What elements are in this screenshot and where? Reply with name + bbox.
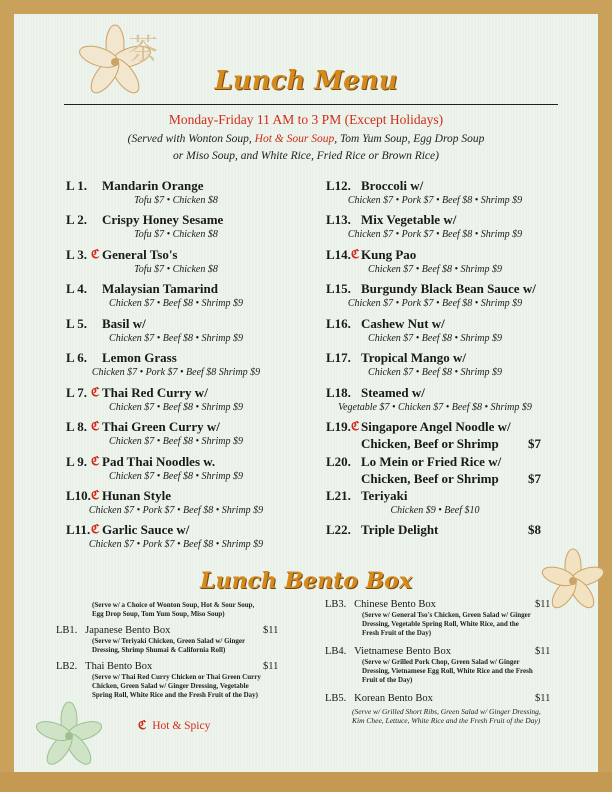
item-code: L 2. <box>66 212 87 227</box>
item-name: Steamed w/ <box>361 385 425 400</box>
item-name: Thai Red Curry w/ <box>102 385 208 400</box>
chili-pepper-icon: ℭ <box>138 718 147 732</box>
item-price: Chicken $7 • Beef $8 • Shrimp $9 <box>109 471 243 482</box>
bento-lb2-desc: (Serve w/ Thai Red Curry Chicken or Thai Green Curry Chicken, Green Salad w/ Ginger Dressing, Vegetable Spring Roll, White Rice and the Fresh Fruit of the Day) <box>92 673 261 699</box>
item-price: Chicken $7 • Pork $7 • Beef $8 • Shrimp $9 <box>347 229 523 240</box>
bento-lb5-price: $11 <box>535 693 551 704</box>
item-name: Malaysian Tamarind <box>102 281 218 296</box>
bento-lb1-desc: (Serve w/ Teriyaki Chicken, Green Salad w/ Ginger Dressing, Shrimp Shumai & California Roll) <box>92 637 245 654</box>
item-name: Burgundy Black Bean Sauce w/ <box>361 281 536 296</box>
item-code: L22. <box>326 522 351 537</box>
bento-lb5-desc: (Serve w/ Grilled Short Ribs, Green Salad w/ Ginger Dressing, Kim Chee, Lettuce, White Rice and the Fresh Fruit of the Day) <box>352 707 541 725</box>
item-name: Lo Mein or Fried Rice w/ <box>361 454 502 469</box>
menu-title: Lunch Menu <box>214 66 398 96</box>
item-code: L 7. <box>66 385 87 400</box>
item-price: Chicken $7 • Beef $8 • Shrimp $9 <box>109 402 243 413</box>
item-code: L16. <box>326 316 351 331</box>
item-price: Vegetable $7 • Chicken $7 • Beef $8 • Shrimp $9 <box>338 402 532 413</box>
item-name: Tropical Mango w/ <box>361 350 466 365</box>
item-price: $8 <box>528 522 541 537</box>
item-code: L 8. <box>66 419 87 434</box>
item-code: L 4. <box>66 281 87 296</box>
item-code: L18. <box>326 385 351 400</box>
item-name: Crispy Honey Sesame <box>102 212 224 227</box>
item-price: Tofu $7 • Chicken $8 <box>134 195 218 206</box>
item-code: L14. <box>326 247 351 262</box>
item-code: L13. <box>326 212 351 227</box>
item-price: $7 <box>528 471 541 486</box>
item-name: Broccoli w/ <box>361 178 424 193</box>
item-code: L10. <box>66 488 91 503</box>
chili-pepper-icon: ℭ <box>91 385 100 399</box>
item-code: L11. <box>66 522 91 537</box>
item-price: Tofu $7 • Chicken $8 <box>134 264 218 275</box>
chili-pepper-icon: ℭ <box>91 454 100 468</box>
served-with-line-1: (Served with Wonton Soup, Hot & Sour Soup, Tom Yum Soup, Egg Drop Soup <box>127 133 485 145</box>
bento-lb1-price: $11 <box>263 625 279 636</box>
item-code: L20. <box>326 454 351 469</box>
item-price: Chicken $7 • Beef $8 • Shrimp $9 <box>368 333 502 344</box>
item-name: Cashew Nut w/ <box>361 316 445 331</box>
item-price: $7 <box>528 436 541 451</box>
bento-lb1-name: LB1. Japanese Bento Box <box>56 625 171 636</box>
svg-text:茶: 茶 <box>128 33 158 68</box>
item-code: L21. <box>326 488 351 503</box>
bento-intro: (Serve w/ a Choice of Wonton Soup, Hot & Sour Soup, Egg Drop Soup, Tom Yum Soup, Miso Soup) <box>92 601 255 618</box>
item-name: Kung Pao <box>361 247 417 262</box>
item-price: Chicken $7 • Pork $7 • Beef $8 • Shrimp $9 <box>347 298 523 309</box>
bottom-border <box>0 772 612 792</box>
bento-title: Lunch Bento Box <box>200 568 412 594</box>
item-name: Basil w/ <box>102 316 146 331</box>
bento-lb3-name: LB3. Chinese Bento Box <box>325 599 436 610</box>
hours-line: Monday-Friday 11 AM to 3 PM (Except Holidays) <box>168 112 444 127</box>
item-code: L 3. <box>66 247 87 262</box>
item-name: Pad Thai Noodles w. <box>102 454 216 469</box>
bento-lb4-desc: (Serve w/ Grilled Pork Chop, Green Salad w/ Ginger Dressing, Vietnamese Egg Roll, White Rice and the Fresh Fruit of the Day) <box>362 658 533 684</box>
item-name: Garlic Sauce w/ <box>102 522 190 537</box>
item-name: Mix Vegetable w/ <box>361 212 457 227</box>
flower-ornament-bottom-left <box>24 700 114 772</box>
served-with-line-2: or Miso Soup, and White Rice, Fried Rice or Brown Rice) <box>173 150 439 162</box>
item-price: Chicken $7 • Beef $8 • Shrimp $9 <box>109 298 243 309</box>
item-name: Triple Delight <box>361 522 439 537</box>
item-price: Chicken $7 • Beef $8 • Shrimp $9 <box>368 264 502 275</box>
title-divider <box>64 104 558 105</box>
bento-lb2-price: $11 <box>263 661 279 672</box>
item-code: L 9. <box>66 454 87 469</box>
chili-pepper-icon: ℭ <box>91 419 100 433</box>
chili-pepper-icon: ℭ <box>91 247 100 261</box>
item-price: Chicken $7 • Pork $7 • Beef $8 • Shrimp $9 <box>88 505 264 516</box>
item-name: Mandarin Orange <box>102 178 204 193</box>
item-name: Singapore Angel Noodle w/ <box>361 419 511 434</box>
item-price: Chicken $9 • Beef $10 <box>390 505 480 516</box>
bento-lb5-name: LB5. Korean Bento Box <box>325 693 433 704</box>
item-code: L15. <box>326 281 351 296</box>
item-name: General Tso's <box>102 247 178 262</box>
item-name: Hunan Style <box>102 488 171 503</box>
chili-pepper-icon: ℭ <box>351 247 360 261</box>
item-price: Chicken $7 • Beef $8 • Shrimp $9 <box>368 367 502 378</box>
item-name: Teriyaki <box>361 488 408 503</box>
item-code: L 1. <box>66 178 87 193</box>
item-code: L19. <box>326 419 351 434</box>
item-code: L 6. <box>66 350 87 365</box>
item-price: Tofu $7 • Chicken $8 <box>134 229 218 240</box>
chili-pepper-icon: ℭ <box>351 419 360 433</box>
chili-pepper-icon: ℭ <box>91 522 100 536</box>
bento-lb2-name: LB2. Thai Bento Box <box>56 661 153 672</box>
item-name: Thai Green Curry w/ <box>102 419 220 434</box>
item-name-line2: Chicken, Beef or Shrimp <box>361 436 499 451</box>
item-name-line2: Chicken, Beef or Shrimp <box>361 471 499 486</box>
chili-pepper-icon: ℭ <box>91 488 100 502</box>
item-price: Chicken $7 • Pork $7 • Beef $8 Shrimp $9 <box>91 367 261 378</box>
bento-lb4-name: LB4. Vietnamese Bento Box <box>325 646 451 657</box>
item-price: Chicken $7 • Pork $7 • Beef $8 • Shrimp $9 <box>88 539 264 550</box>
bento-lb3-price: $11 <box>535 599 551 610</box>
bento-lb3-desc: (Serve w/ General Tso's Chicken, Green Salad w/ Ginger Dressing, Vegetable Spring Roll, White Rice, and the Fresh Fruit of the Day) <box>362 611 531 637</box>
spicy-legend: ℭ Hot & Spicy <box>138 718 211 732</box>
item-code: L12. <box>326 178 351 193</box>
item-code: L17. <box>326 350 351 365</box>
item-price: Chicken $7 • Beef $8 • Shrimp $9 <box>109 436 243 447</box>
item-price: Chicken $7 • Beef $8 • Shrimp $9 <box>109 333 243 344</box>
bento-lb4-price: $11 <box>535 646 551 657</box>
item-code: L 5. <box>66 316 87 331</box>
item-price: Chicken $7 • Pork $7 • Beef $8 • Shrimp $9 <box>347 195 523 206</box>
item-name: Lemon Grass <box>102 350 177 365</box>
